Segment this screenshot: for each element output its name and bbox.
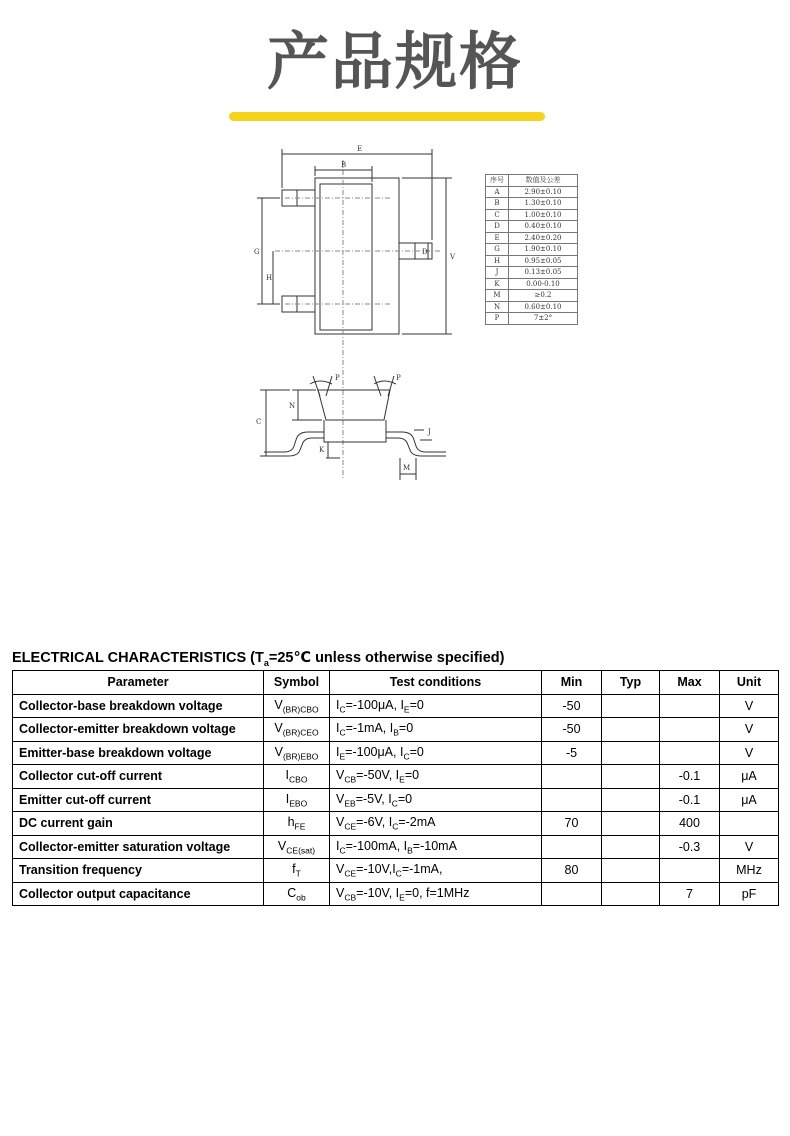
condition-cell xyxy=(330,765,542,789)
condition-var: I xyxy=(388,815,393,829)
dimension-value: 0.00-0.10 xyxy=(509,278,578,290)
ec-heading-suffix: =25℃ unless otherwise specified) xyxy=(268,650,505,666)
condition-cell xyxy=(330,694,542,718)
table-row xyxy=(486,232,578,244)
dimension-value: 7±2° xyxy=(509,313,578,325)
dimension-code: A xyxy=(486,186,509,198)
unit-cell: MHz xyxy=(720,859,779,883)
table-row xyxy=(486,313,578,325)
table-row xyxy=(486,301,578,313)
symbol-cell xyxy=(264,788,330,812)
table-row xyxy=(13,835,779,859)
condition-sub: E xyxy=(399,892,405,902)
unit-cell: μA xyxy=(720,765,779,789)
symbol-main: h xyxy=(287,815,295,829)
typ-cell xyxy=(602,741,660,765)
symbol-cell xyxy=(264,812,330,836)
dimension-code: N xyxy=(486,301,509,313)
typ-cell xyxy=(602,694,660,718)
min-cell: 70 xyxy=(542,812,602,836)
condition-sub: C xyxy=(339,727,346,738)
condition-value: =-1mA, xyxy=(345,721,390,735)
symbol-cell xyxy=(264,741,330,765)
condition-value: =-10V, xyxy=(356,885,396,900)
unit-cell: V xyxy=(720,694,779,718)
condition-value: =-1mA, xyxy=(401,862,443,876)
ec-heading xyxy=(12,650,504,668)
max-cell xyxy=(660,741,720,765)
ec-heading-prefix: ELECTRICAL CHARACTERISTICS (T xyxy=(12,650,264,666)
unit-cell: V xyxy=(720,718,779,742)
condition-var: V xyxy=(336,815,345,829)
condition-value: =0, f=1MHz xyxy=(404,885,470,900)
dimension-value: 1.00±0.10 xyxy=(509,209,578,221)
condition-var: I xyxy=(389,721,394,735)
symbol-sub: (BR)EBO xyxy=(282,751,319,761)
condition-sub: E xyxy=(403,704,410,714)
dimension-code: M xyxy=(486,290,509,302)
symbol-sub: ob xyxy=(296,892,306,902)
dimension-value: 2.90±0.10 xyxy=(509,186,578,198)
table-row xyxy=(486,186,578,198)
condition-var: V xyxy=(336,791,345,806)
condition-var: V xyxy=(336,862,345,876)
parameter-cell: Collector output capacitance xyxy=(13,882,264,906)
parameter-cell: DC current gain xyxy=(13,812,264,836)
condition-value: =-6V, xyxy=(356,815,389,829)
condition-sub: CB xyxy=(344,774,357,785)
table-row xyxy=(486,209,578,221)
min-cell xyxy=(542,788,602,812)
dimension-value: 0.95±0.05 xyxy=(509,255,578,267)
dimension-code: D xyxy=(486,221,509,233)
min-cell: -50 xyxy=(542,694,602,718)
label-M: M xyxy=(403,464,411,472)
max-cell: -0.3 xyxy=(660,835,720,859)
unit-cell: μA xyxy=(720,788,779,812)
table-row xyxy=(13,718,779,742)
condition-var: V xyxy=(336,768,345,782)
label-B: B xyxy=(341,161,347,169)
condition-sub: B xyxy=(407,845,413,855)
condition-var: I xyxy=(400,697,404,712)
condition-var: I xyxy=(403,838,408,853)
parameter-cell: Collector-emitter saturation voltage xyxy=(13,835,264,859)
max-cell: -0.1 xyxy=(660,765,720,789)
condition-sub: C xyxy=(392,821,399,832)
table-row xyxy=(13,765,779,789)
condition-value: =-10V, xyxy=(356,862,393,876)
condition-sub: CB xyxy=(344,892,357,902)
condition-var: I xyxy=(399,744,404,759)
label-C: C xyxy=(256,418,262,426)
parameter-cell: Emitter cut-off current xyxy=(13,788,264,812)
table-row xyxy=(13,812,779,836)
symbol-sub: CBO xyxy=(289,774,308,785)
dimension-code: H xyxy=(486,255,509,267)
symbol-sub: T xyxy=(295,868,301,879)
body-inner xyxy=(320,184,372,330)
dimension-code: E xyxy=(486,232,509,244)
condition-sub: E xyxy=(339,751,346,761)
symbol-sub: (BR)CEO xyxy=(282,727,319,738)
dimension-header-value: 数值及公差 xyxy=(509,175,578,187)
dimension-code: G xyxy=(486,244,509,256)
condition-sub: C xyxy=(403,751,410,761)
dimension-value: 2.40±0.20 xyxy=(509,232,578,244)
symbol-main: V xyxy=(274,744,283,759)
dimension-header-code: 序号 xyxy=(486,175,509,187)
symbol-sub: (BR)CBO xyxy=(282,704,319,714)
table-row xyxy=(486,198,578,210)
electrical-characteristics-table xyxy=(12,670,779,906)
symbol-main: I xyxy=(285,791,290,806)
label-K: K xyxy=(319,446,325,454)
condition-cell xyxy=(330,882,542,906)
condition-value: =-5V, xyxy=(355,791,389,806)
condition-sub: E xyxy=(399,774,405,785)
typ-cell xyxy=(602,859,660,883)
table-row xyxy=(486,290,578,302)
symbol-main: V xyxy=(274,697,283,712)
label-D: D xyxy=(422,248,428,256)
condition-sub: C xyxy=(339,845,346,855)
header-parameter: Parameter xyxy=(13,671,264,695)
symbol-cell xyxy=(264,694,330,718)
condition-sub: C xyxy=(339,704,346,714)
label-J: J xyxy=(428,428,431,436)
table-row xyxy=(13,859,779,883)
symbol-sub: CE(sat) xyxy=(286,845,316,855)
min-cell: -50 xyxy=(542,718,602,742)
max-cell xyxy=(660,718,720,742)
header-max: Max xyxy=(660,671,720,695)
condition-value: =0 xyxy=(397,791,413,806)
condition-value: =0 xyxy=(398,721,414,735)
table-row xyxy=(486,267,578,279)
condition-value: =-50V, xyxy=(356,768,396,782)
max-cell xyxy=(660,859,720,883)
condition-var: I xyxy=(395,885,400,900)
symbol-main: I xyxy=(285,768,290,782)
symbol-cell xyxy=(264,718,330,742)
max-cell: 7 xyxy=(660,882,720,906)
title-underline xyxy=(229,112,545,121)
symbol-sub: FE xyxy=(294,821,306,832)
max-cell: -0.1 xyxy=(660,788,720,812)
symbol-sub: EBO xyxy=(289,798,308,808)
condition-value: =-2mA xyxy=(398,815,436,829)
table-row xyxy=(13,741,779,765)
min-cell xyxy=(542,765,602,789)
unit-cell: V xyxy=(720,741,779,765)
condition-value: =-100μA, xyxy=(345,744,400,759)
label-P-left: P xyxy=(335,374,340,382)
condition-cell xyxy=(330,859,542,883)
condition-var: I xyxy=(395,768,400,782)
page-title: 产品规格 xyxy=(266,25,523,98)
typ-cell xyxy=(602,812,660,836)
condition-cell xyxy=(330,812,542,836)
condition-cell xyxy=(330,718,542,742)
table-row xyxy=(486,221,578,233)
symbol-main: V xyxy=(274,721,283,735)
header-min: Min xyxy=(542,671,602,695)
typ-cell xyxy=(602,788,660,812)
min-cell: -5 xyxy=(542,741,602,765)
parameter-cell: Transition frequency xyxy=(13,859,264,883)
condition-var: I xyxy=(336,744,340,759)
condition-var: V xyxy=(336,885,345,900)
label-V: V xyxy=(450,253,456,261)
condition-sub: C xyxy=(395,868,402,879)
dimension-value: 0.40±0.10 xyxy=(509,221,578,233)
condition-value: =0 xyxy=(409,744,424,759)
header-test-conditions: Test conditions xyxy=(330,671,542,695)
table-row xyxy=(486,255,578,267)
body-outer xyxy=(315,178,399,334)
dimension-code: B xyxy=(486,198,509,210)
condition-var: I xyxy=(388,791,392,806)
parameter-cell: Collector cut-off current xyxy=(13,765,264,789)
dimension-value: ≥0.2 xyxy=(509,290,578,302)
typ-cell xyxy=(602,718,660,742)
max-cell xyxy=(660,694,720,718)
symbol-cell xyxy=(264,859,330,883)
ec-heading-sub: a xyxy=(263,657,269,668)
table-row xyxy=(13,694,779,718)
unit-cell: pF xyxy=(720,882,779,906)
min-cell xyxy=(542,882,602,906)
header-typ: Typ xyxy=(602,671,660,695)
table-header-row xyxy=(13,671,779,695)
min-cell: 80 xyxy=(542,859,602,883)
symbol-main: C xyxy=(287,885,297,900)
condition-sub: EB xyxy=(344,798,356,808)
condition-cell xyxy=(330,788,542,812)
symbol-cell xyxy=(264,765,330,789)
table-row xyxy=(13,788,779,812)
condition-var: I xyxy=(336,721,340,735)
condition-var: I xyxy=(392,862,396,876)
table-row xyxy=(486,244,578,256)
dimension-value: 1.90±0.10 xyxy=(509,244,578,256)
unit-cell xyxy=(720,812,779,836)
header-symbol: Symbol xyxy=(264,671,330,695)
max-cell: 400 xyxy=(660,812,720,836)
condition-value: =0 xyxy=(409,697,424,712)
symbol-cell xyxy=(264,835,330,859)
dimension-code: C xyxy=(486,209,509,221)
condition-sub: C xyxy=(391,798,398,808)
dimension-value: 1.30±0.10 xyxy=(509,198,578,210)
dimension-code: K xyxy=(486,278,509,290)
dimension-code: P xyxy=(486,313,509,325)
condition-sub: CE xyxy=(344,821,357,832)
unit-cell: V xyxy=(720,835,779,859)
label-G: G xyxy=(254,248,260,256)
typ-cell xyxy=(602,765,660,789)
symbol-main: f xyxy=(292,862,296,876)
header-unit: Unit xyxy=(720,671,779,695)
typ-cell xyxy=(602,835,660,859)
typ-cell xyxy=(602,882,660,906)
parameter-cell: Emitter-base breakdown voltage xyxy=(13,741,264,765)
dimension-value: 0.60±0.10 xyxy=(509,301,578,313)
dimension-code: J xyxy=(486,267,509,279)
symbol-main: V xyxy=(277,838,287,853)
condition-sub: CE xyxy=(344,868,357,879)
label-P-right: P xyxy=(396,374,401,382)
condition-var: I xyxy=(336,838,340,853)
table-row xyxy=(13,882,779,906)
condition-var: I xyxy=(336,697,340,712)
label-H: H xyxy=(266,274,273,282)
parameter-cell: Collector-base breakdown voltage xyxy=(13,694,264,718)
dimension-table xyxy=(485,174,578,325)
dimension-value: 0.13±0.05 xyxy=(509,267,578,279)
condition-cell xyxy=(330,835,542,859)
dimension-table-header xyxy=(486,175,578,187)
condition-cell xyxy=(330,741,542,765)
symbol-cell xyxy=(264,882,330,906)
table-row xyxy=(486,278,578,290)
condition-value: =-100μA, xyxy=(345,697,401,712)
condition-value: =-100mA, xyxy=(345,838,404,853)
label-N: N xyxy=(289,402,296,410)
parameter-cell: Collector-emitter breakdown voltage xyxy=(13,718,264,742)
condition-value: =-10mA xyxy=(412,838,457,853)
condition-value: =0 xyxy=(404,768,420,782)
min-cell xyxy=(542,835,602,859)
label-E: E xyxy=(357,145,363,153)
condition-sub: B xyxy=(393,727,399,738)
